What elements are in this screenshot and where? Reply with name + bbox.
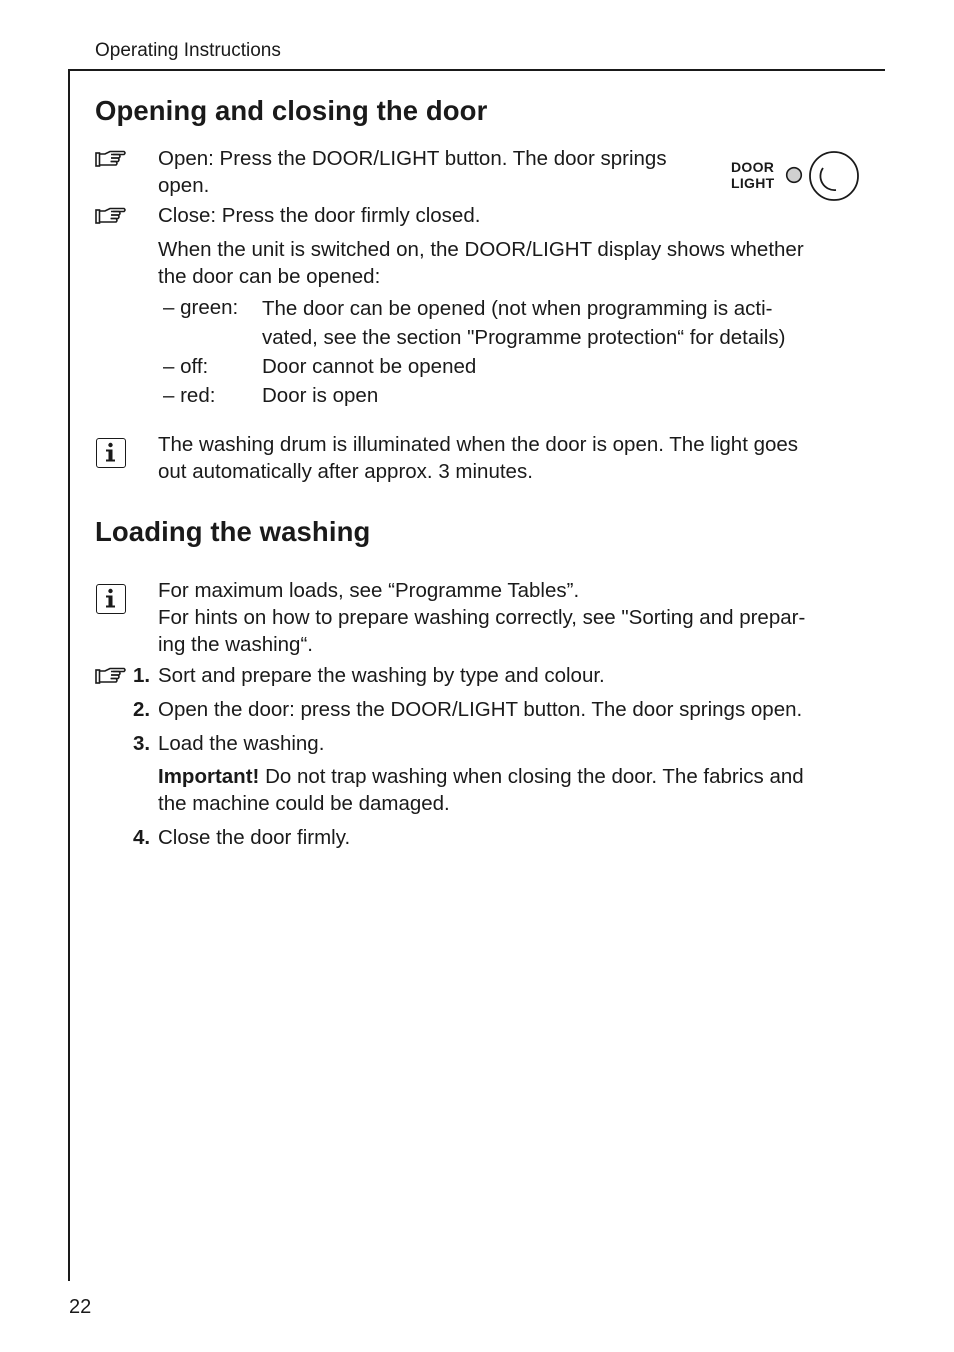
step-text: Open the door: press the DOOR/LIGHT button. The door springs open. — [158, 698, 803, 721]
step-text: Load the washing. — [158, 732, 325, 755]
important-note: Important! Do not trap washing when closing the door. The fabrics and the machine could be damaged. — [158, 765, 804, 815]
info-drum-light: The washing drum is illuminated when the door is open. The light goes out automatically after approx. 3 minutes. — [158, 433, 799, 483]
step-number: 3. — [133, 732, 151, 755]
indicator-light-icon — [785, 166, 803, 189]
step-number: 2. — [133, 698, 151, 721]
state-label-green: – green: — [163, 296, 239, 319]
important-label: Important! — [158, 765, 260, 788]
step-number: 4. — [133, 826, 151, 849]
state-text-red: Door is open — [262, 384, 379, 407]
margin-rule — [68, 69, 70, 1281]
state-text-green: The door can be opened (not when programming is acti- vated, see the section "Programme protection“ for details) — [262, 297, 786, 349]
door-button-icon — [808, 150, 860, 207]
state-label-red: – red: — [163, 384, 216, 407]
hand-icon — [95, 667, 127, 692]
hand-icon — [95, 150, 127, 175]
running-header: Operating Instructions — [95, 40, 281, 61]
state-label-off: – off: — [163, 355, 209, 378]
door-light-label: DOOR LIGHT — [731, 159, 775, 191]
header-rule — [68, 69, 885, 71]
step-close-text: Close: Press the door firmly closed. — [158, 204, 481, 227]
step-text: Close the door firmly. — [158, 826, 351, 849]
step-open-text: Open: Press the DOOR/LIGHT button. The door springs open. — [158, 147, 667, 197]
step-text: Sort and prepare the washing by type and colour. — [158, 664, 605, 687]
info-icon — [96, 584, 126, 614]
info-icon — [96, 438, 126, 468]
display-intro: When the unit is switched on, the DOOR/LIGHT display shows whether the door can be opened: — [158, 238, 804, 288]
step-number: 1. — [133, 664, 151, 687]
state-text-off: Door cannot be opened — [262, 355, 477, 378]
hand-icon — [95, 207, 127, 232]
page-number: 22 — [69, 1296, 92, 1318]
section-title-loading: Loading the washing — [95, 516, 371, 547]
section-title-door: Opening and closing the door — [95, 95, 488, 126]
info-loads: For maximum loads, see “Programme Tables”. For hints on how to prepare washing correctly, see "Sorting and prepar- ing the washing“. — [158, 579, 806, 656]
